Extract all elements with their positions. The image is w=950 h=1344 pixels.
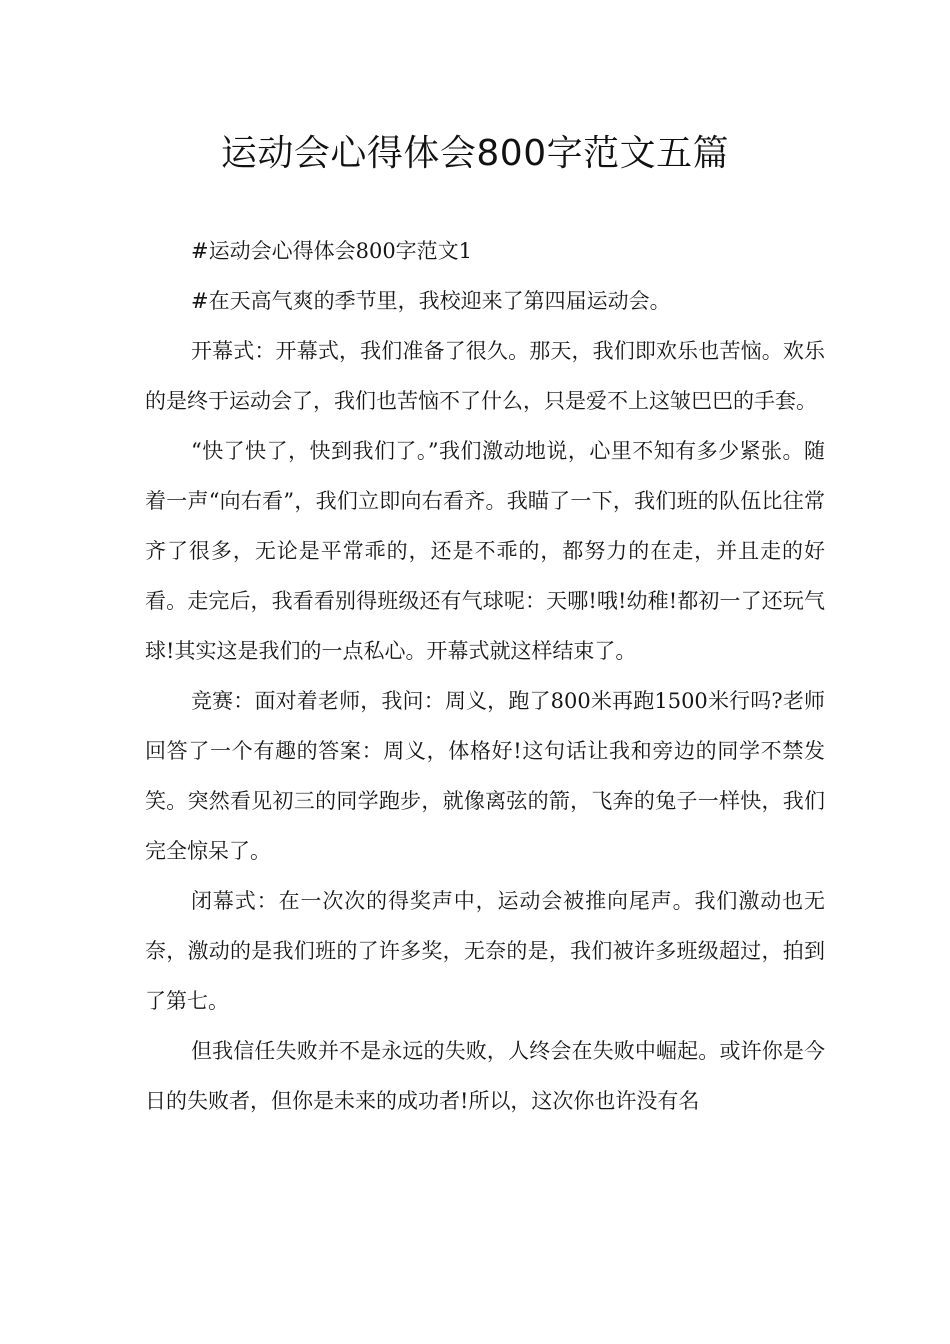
- paragraph-intro: #在天高气爽的季节里，我校迎来了第四届运动会。: [191, 289, 671, 313]
- paragraph-competition: 竞赛：面对着老师，我问：周义，跑了800米再跑1500米行吗?老师回答了一个有趣的答案：周义，体格好!这句话让我和旁边的同学不禁发笑。突然看见初三的同学跑步，就像离弦的箭，飞奔的兔子一样快，我们完全惊呆了。: [145, 689, 825, 863]
- paragraph-subtitle: #运动会心得体会800字范文1: [191, 239, 473, 263]
- paragraph-reflection: 但我信任失败并不是永远的失败，人终会在失败中崛起。或许你是今日的失败者，但你是未来的成功者!所以，这次你也许没有名: [145, 1039, 825, 1113]
- paragraph-opening-ceremony: 开幕式：开幕式，我们准备了很久。那天，我们即欢乐也苦恼。欢乐的是终于运动会了，我们也苦恼不了什么，只是爱不上这皱巴巴的手套。: [145, 339, 825, 413]
- paragraph-closing-ceremony: 闭幕式：在一次次的得奖声中，运动会被推向尾声。我们激动也无奈，激动的是我们班的了许多奖，无奈的是，我们被许多班级超过，拍到了第七。: [145, 889, 825, 1013]
- paragraph-march: “快了快了，快到我们了。”我们激动地说，心里不知有多少紧张。随着一声“向右看”，我们立即向右看齐。我瞄了一下，我们班的队伍比往常齐了很多，无论是平常乖的，还是不乖的，都努力的在走，并且走的好看。走完后，我看看别得班级还有气球呢：天哪!哦!幼稚!都初一了还玩气球!其实这是我们的一点私心。开幕式就这样结束了。: [145, 439, 825, 663]
- document-title: 运动会心得体会800字范文五篇: [220, 133, 730, 174]
- document-body: [145, 226, 825, 1126]
